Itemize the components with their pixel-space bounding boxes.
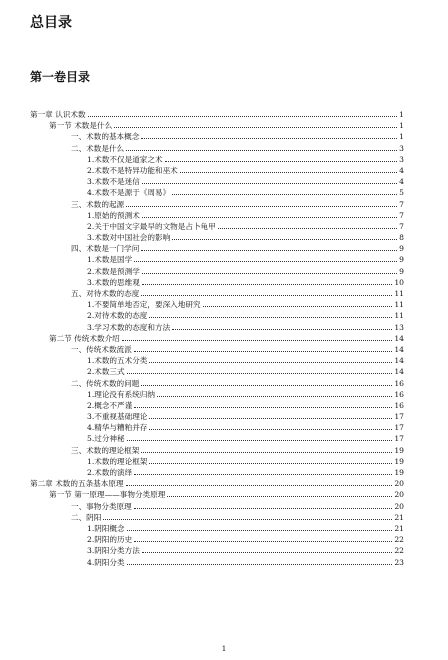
toc-entry-page: 17 [394,412,404,422]
toc-entry[interactable] [30,512,404,523]
dot-leader [142,546,393,553]
toc-entry-label: 二、传统术数的问题 [71,378,140,388]
toc-entry-label: 2.术数是预测学 [87,266,140,276]
toc-entry[interactable] [30,243,404,254]
dot-leader [142,211,397,218]
toc-entry-page: 22 [394,546,404,556]
toc-entry[interactable] [30,411,404,422]
toc-entry-page: 20 [394,501,404,511]
toc-entry-page: 9 [399,244,404,254]
toc-entry-page: 14 [394,356,404,366]
toc-entry-page: 16 [394,378,404,388]
dot-leader [126,200,397,207]
toc-entry-page: 16 [394,389,404,399]
dot-leader [141,446,392,453]
toc-entry[interactable] [30,210,404,221]
toc-entry-label: 1.术数的理论框架 [87,456,148,466]
toc-entry-page: 11 [394,311,404,321]
toc-entry-label: 第一节 第一原理——事物分类原理 [49,490,166,500]
dot-leader [172,323,392,330]
dot-leader [172,233,397,240]
toc-entry-label: 3.术数的思维观 [87,277,140,287]
dot-leader [127,524,393,531]
toc-entry-label: 一、术数的基本概念 [71,132,140,142]
dot-leader [180,166,397,173]
toc-entry[interactable] [30,232,404,243]
toc-entry-page: 19 [394,456,404,466]
toc-entry-label: 3.术数不是迷信 [87,177,140,187]
toc-entry[interactable] [30,143,404,154]
toc-entry-page: 1 [399,132,404,142]
toc-entry-page: 11 [394,300,404,310]
toc-entry-label: 1.原始的预测术 [87,210,140,220]
toc-entry[interactable] [30,310,404,321]
dot-leader [149,311,392,318]
page-title: 总目录 [30,15,72,31]
toc-entry[interactable] [30,176,404,187]
dot-leader [126,144,397,151]
toc-entry-label: 第二节 传统术数介绍 [49,333,120,343]
toc-entry-label: 第二章 术数的五条基本原理 [30,479,124,489]
toc-entry[interactable] [30,288,404,299]
dot-leader [142,267,397,274]
toc-entry-label: 4.阴阳分类 [87,557,125,567]
toc-entry-page: 14 [394,367,404,377]
dot-leader [167,490,392,497]
toc-entry-page: 14 [394,333,404,343]
toc-entry-label: 2.术数的演绎 [87,468,133,477]
toc-entry-page: 7 [399,199,404,209]
toc-entry-label: 5.过分神秘 [87,434,125,444]
toc-entry-page: 20 [394,479,404,489]
toc-entry-page: 4 [399,177,404,187]
page-number: 1 [221,644,227,653]
toc-entry-label: 五、对待术数的态度 [71,289,140,298]
toc-entry-page: 14 [394,344,404,354]
toc-entry-page: 17 [394,434,404,444]
toc-entry-label: 3.学习术数的态度和方法 [87,322,171,332]
toc-entry-label: 1.术数不仅是道家之术 [87,154,163,164]
dot-leader [114,121,397,128]
toc-entry-label: 4.精华与糟粕并存 [87,423,148,433]
dot-leader [218,222,397,229]
volume-title: 第一卷目录 [30,70,91,84]
dot-leader [122,334,393,341]
toc-entry[interactable] [30,199,404,210]
toc-entry-label: 一、事物分类原理 [71,501,132,511]
toc-entry-page: 23 [394,557,404,567]
toc-entry-label: 二、术数是什么 [71,143,125,153]
dot-leader [142,278,393,285]
toc-entry-label: 1.理论没有系统归纳 [87,389,155,399]
toc-entry-page: 7 [399,210,404,220]
toc-entry[interactable] [30,523,404,534]
toc-entry-label: 1.阴阳概念 [87,523,125,533]
toc-entry-label: 1.术数的五术分类 [87,356,148,366]
toc-entry[interactable] [30,333,404,344]
toc-entry[interactable] [30,467,404,478]
toc-entry-label: 一、传统术数流派 [71,344,132,354]
toc-entry[interactable] [30,534,404,545]
toc-entry-page: 17 [394,423,404,433]
toc-entry[interactable] [30,355,404,366]
toc-entry-label: 2.概念不严谨 [87,400,133,410]
toc-entry[interactable] [30,422,404,433]
dot-leader [127,367,393,374]
dot-leader [141,244,397,251]
dot-leader [141,379,392,386]
dot-leader [88,110,398,117]
dot-leader [134,502,393,509]
toc-entry-page: 8 [399,233,404,243]
toc-entry-page: 16 [394,400,404,410]
toc-entry-label: 四、术数是一门学问 [71,244,140,254]
toc-entry[interactable] [30,389,404,400]
toc-entry-label: 三、术数的理论框架 [71,445,140,455]
toc-entry-page: 4 [399,165,404,175]
toc-entry[interactable] [30,545,404,556]
toc-entry-label: 3.不重视基础理论 [87,412,148,422]
dot-leader [103,513,392,520]
toc-entry-page: 11 [394,289,404,298]
toc-entry-page: 1 [399,110,404,119]
toc-entry-label: 1.术数是国学 [87,255,133,265]
toc-entry-label: 2.关于中国文字最早的文物是占卜龟甲 [87,221,216,231]
dot-leader [172,188,397,195]
toc-entry-label: 3.术数对中国社会的影响 [87,233,171,243]
toc-entry[interactable] [30,366,404,377]
toc-entry-page: 22 [394,535,404,545]
toc-entry-label: 2.对待术数的态度 [87,311,148,321]
toc-entry[interactable] [30,131,404,142]
toc-entry[interactable] [30,557,404,568]
toc-entry-label: 2.术数三式 [87,367,125,377]
toc-entry-label: 第一节 术数是什么 [49,121,113,131]
toc-entry[interactable] [30,165,404,176]
dot-leader [134,535,392,542]
toc-entry[interactable] [30,445,404,456]
dot-leader [142,177,397,184]
dot-leader [134,345,393,352]
toc-entry[interactable] [30,277,404,288]
toc-entry-page: 20 [394,490,404,500]
dot-leader [134,401,392,408]
toc-entry-page: 19 [394,445,404,455]
table-of-contents [30,109,404,568]
toc-entry[interactable] [30,501,404,512]
toc-entry-page: 3 [399,143,404,153]
toc-entry-label: 1.不要简单地否定，要深入地研究 [87,300,201,310]
toc-entry[interactable] [30,120,404,131]
toc-entry-page: 9 [399,255,404,265]
dot-leader [134,468,392,475]
toc-entry[interactable] [30,266,404,277]
dot-leader [149,356,392,363]
toc-entry-label: 3.阴阳分类方法 [87,546,140,556]
toc-entry-page: 19 [394,468,404,477]
dot-leader [127,434,393,441]
toc-entry-label: 2.术数不是特异功能和巫术 [87,165,178,175]
toc-entry[interactable] [30,489,404,500]
dot-leader [149,423,392,430]
toc-entry[interactable] [30,187,404,198]
toc-entry-page: 21 [394,512,404,522]
toc-entry[interactable] [30,221,404,232]
toc-entry[interactable] [30,400,404,411]
toc-entry-page: 21 [394,523,404,533]
dot-leader [141,289,392,296]
toc-entry-label: 4.术数不是源于《周易》 [87,188,171,198]
toc-entry[interactable] [30,299,404,310]
dot-leader [149,412,392,419]
toc-entry[interactable] [30,433,404,444]
toc-entry-page: 3 [399,154,404,164]
toc-entry-page: 1 [399,121,404,131]
toc-entry-label: 二、阴阳 [71,512,102,522]
dot-leader [149,457,392,464]
dot-leader [126,479,393,486]
toc-entry-page: 10 [394,277,404,287]
toc-entry-label: 第一章 认识术数 [30,110,86,119]
toc-entry-page: 13 [394,322,404,332]
toc-entry[interactable] [30,254,404,265]
toc-entry-page: 9 [399,266,404,276]
toc-entry[interactable] [30,154,404,165]
toc-entry[interactable] [30,478,404,489]
dot-leader [141,132,397,139]
dot-leader [165,155,398,162]
toc-entry[interactable] [30,344,404,355]
dot-leader [134,255,397,262]
toc-entry[interactable] [30,109,404,120]
toc-entry-page: 5 [399,188,404,198]
dot-leader [203,300,393,307]
toc-entry-label: 2.阴阳的历史 [87,535,133,545]
toc-entry[interactable] [30,456,404,467]
dot-leader [157,390,392,397]
toc-entry-page: 7 [399,221,404,231]
toc-entry-label: 三、术数的起源 [71,199,125,209]
toc-entry[interactable] [30,322,404,333]
toc-entry[interactable] [30,378,404,389]
dot-leader [127,558,393,565]
